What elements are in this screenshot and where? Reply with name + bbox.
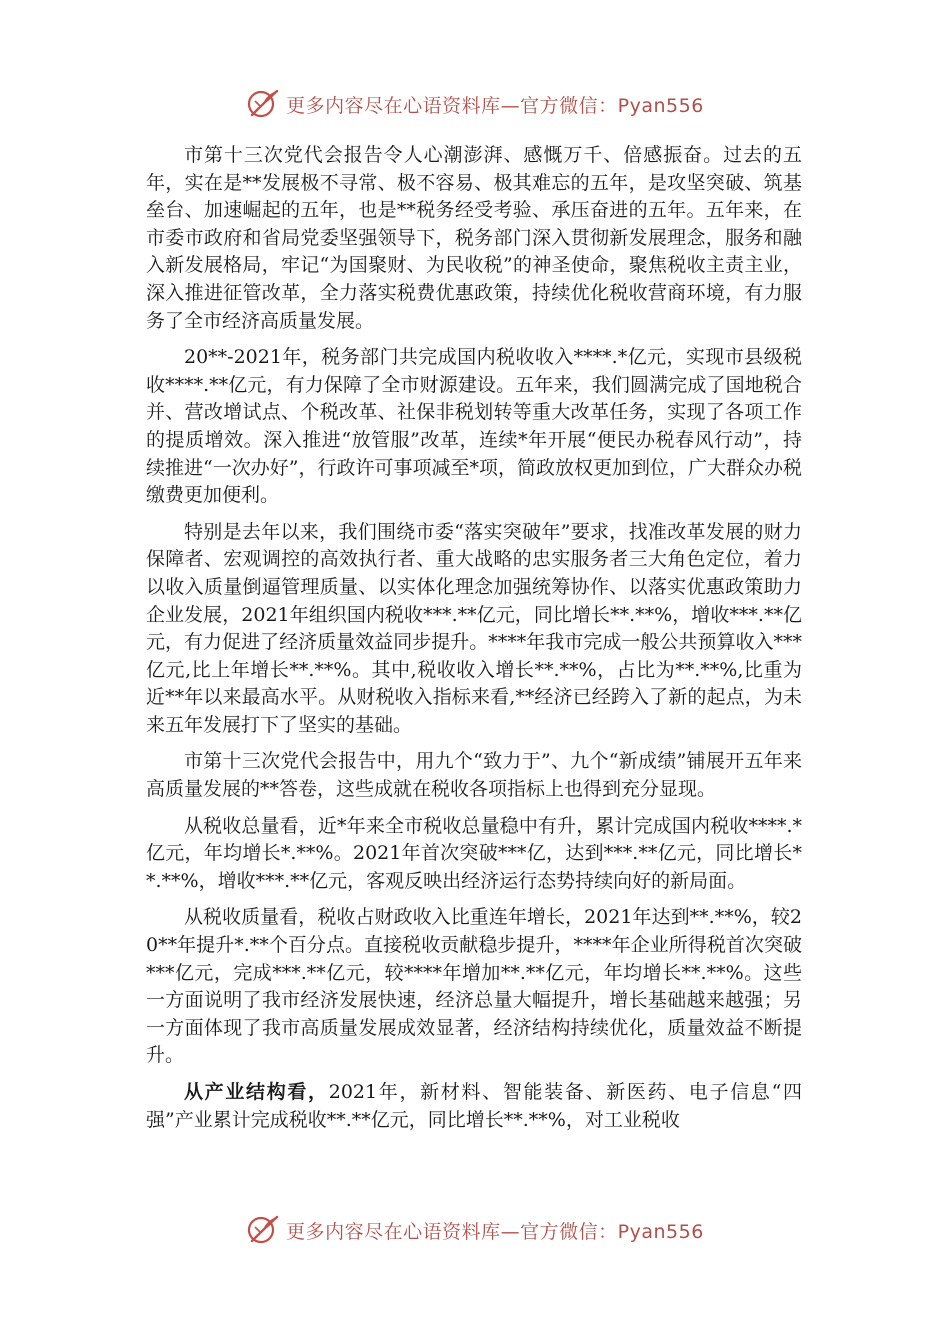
wechat-id: Pyan556 — [617, 1220, 704, 1243]
paragraph-6: 从税收质量看，税收占财政收入比重连年增长，2021年达到**.**%，较20**年提升*.**个百分点。直接税收贡献稳步提升，****年企业所得税首次突破***亿元，完成***.**亿元，较****年增加**.**亿元，年均增长**.**%。这些一方面说明了我市经济发展快速，经济总量大幅提升，增长基础越来越强；另一方面体现了我市高质量发展成效显著，经济结构持续优化，质量效益不断提升。 — [146, 906, 802, 1067]
document-body — [146, 142, 802, 1143]
banner-text: 更多内容尽在心语资料库—官方微信：Pyan556 — [286, 94, 704, 117]
quill-logo-icon — [246, 1213, 280, 1247]
paragraph-5: 从税收总量看，近*年来全市税收总量稳中有升，累计完成国内税收****.*亿元，年均增长*.**%。2021年首次突破***亿，达到***.**亿元，同比增长**.**%，增收***.**亿元，客观反映出经济运行态势持续向好的新局面。 — [146, 814, 802, 892]
paragraph-4: 市第十三次党代会报告中，用九个“致力于”、九个“新成绩”铺展开五年来高质量发展的**答卷，这些成就在税收各项指标上也得到充分显现。 — [146, 750, 802, 801]
banner-text: 更多内容尽在心语资料库—官方微信：Pyan556 — [286, 1220, 704, 1243]
header-banner — [0, 84, 950, 124]
paragraph-7: 从产业结构看，2021年，新材料、智能装备、新医药、电子信息“四强”产业累计完成税收**.**亿元，同比增长**.**%，对工业税收 — [146, 1081, 802, 1131]
paragraph-1: 市第十三次党代会报告令人心潮澎湃、感慨万千、倍感振奋。过去的五年，实在是**发展极不寻常、极不容易、极其难忘的五年，是攻坚突破、筑基垒台、加速崛起的五年，也是**税务经受考验、承压奋进的五年。五年来，在市委市政府和省局党委坚强领导下，税务部门深入贯彻新发展理念，服务和融入新发展格局，牢记“为国聚财、为民收税”的神圣使命，聚焦税收主责主业，深入推进征管改革，全力落实税费优惠政策，持续优化税收营商环境，有力服务了全市经济高质量发展。 — [146, 144, 802, 332]
paragraph-2: 20**-2021年，税务部门共完成国内税收收入****.*亿元，实现市县级税收****.**亿元，有力保障了全市财源建设。五年来，我们圆满完成了国地税合并、营改增试点、个税改革、社保非税划转等重大改革任务，实现了各项工作的提质增效。深入推进“放管服”改革，连续*年开展“便民办税春风行动”，持续推进“一次办好”，行政许可事项减至*项，简政放权更加到位，广大群众办税缴费更加便利。 — [146, 346, 802, 507]
paragraph-3: 特别是去年以来，我们围绕市委“落实突破年”要求，找准改革发展的财力保障者、宏观调控的高效执行者、重大战略的忠实服务者三大角色定位，着力以收入质量倒逼管理质量、以实体化理念加强统筹协作、以落实优惠政策助力企业发展，2021年组织国内税收***.**亿元，同比增长**.**%，增收***.**亿元，有力促进了经济质量效益同步提升。****年我市完成一般公共预算收入***亿元,比上年增长**.**%。其中,税收收入增长**.**%，占比为**.**%,比重为近**年以来最高水平。从财税收入指标来看,**经济已经跨入了新的起点，为未来五年发展打下了坚实的基础。 — [146, 520, 802, 736]
wechat-id: Pyan556 — [617, 94, 704, 117]
footer-banner — [0, 1210, 950, 1250]
bold-lead: 从产业结构看， — [184, 1081, 329, 1103]
quill-logo-icon — [246, 87, 280, 121]
